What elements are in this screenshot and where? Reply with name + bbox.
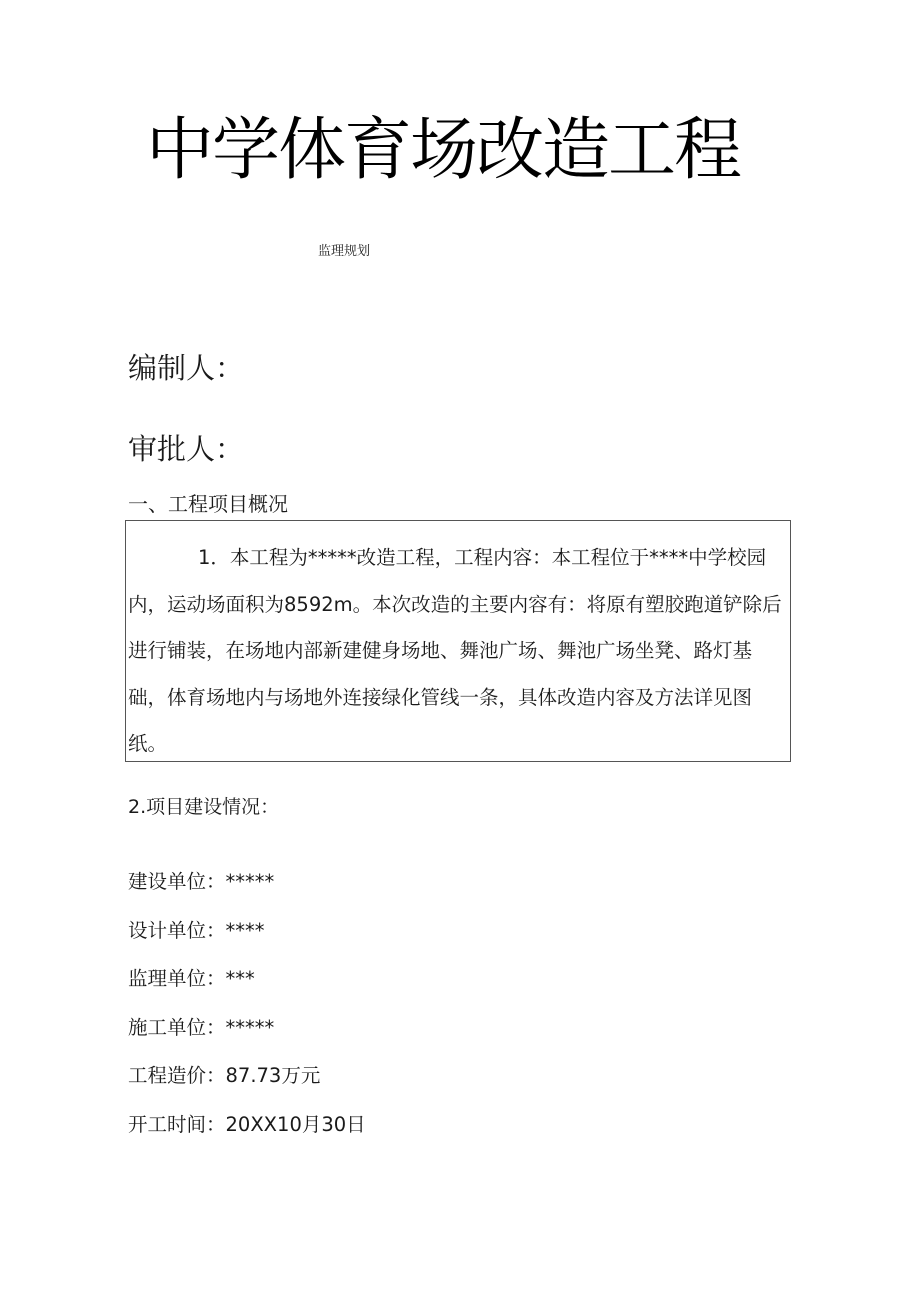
document-title: 中学体育场改造工程: [146, 111, 741, 190]
info-row-owner: [128, 868, 366, 917]
info-value: *****: [225, 1015, 275, 1039]
project-overview-paragraph: 1．本工程为*****改造工程，工程内容：本工程位于****中学校园内，运动场面积为8592m。本次改造的主要内容有：将原有塑胶跑道铲除后进行铺装，在场地内部新建健身场地、舞池广场、舞池广场坐凳、路灯基础，体育场地内与场地外连接绿化管线一条，具体改造内容及方法详见图纸。: [128, 546, 782, 755]
info-value: 20XX10月30日: [225, 1112, 366, 1136]
project-overview-box: [125, 520, 791, 762]
info-value: ***: [225, 967, 255, 990]
document-subtitle: 监理规划: [318, 244, 371, 259]
info-value: ****: [225, 918, 265, 942]
info-label: 工程造价：: [128, 1064, 226, 1087]
info-value: 87.73万元: [225, 1064, 321, 1087]
compiler-signature-line: 编制人：: [128, 351, 245, 385]
info-label: 监理单位：: [128, 967, 226, 990]
info-row-designer: [128, 917, 366, 966]
info-row-supervisor: [128, 965, 366, 1014]
info-row-contractor: [128, 1014, 366, 1063]
info-row-cost: [128, 1062, 366, 1111]
info-value: *****: [225, 870, 275, 893]
info-label: 设计单位：: [128, 918, 226, 942]
section-heading-project-overview: 一、工程项目概况: [128, 492, 288, 516]
info-row-start-date: [128, 1111, 366, 1160]
project-info-list: [128, 868, 366, 1159]
approver-signature-line: 审批人：: [128, 432, 245, 466]
info-label: 建设单位：: [128, 870, 226, 893]
info-label: 施工单位：: [128, 1015, 226, 1039]
info-label: 开工时间：: [128, 1112, 226, 1136]
sub-heading-construction-status: 2.项目建设情况：: [128, 796, 280, 818]
